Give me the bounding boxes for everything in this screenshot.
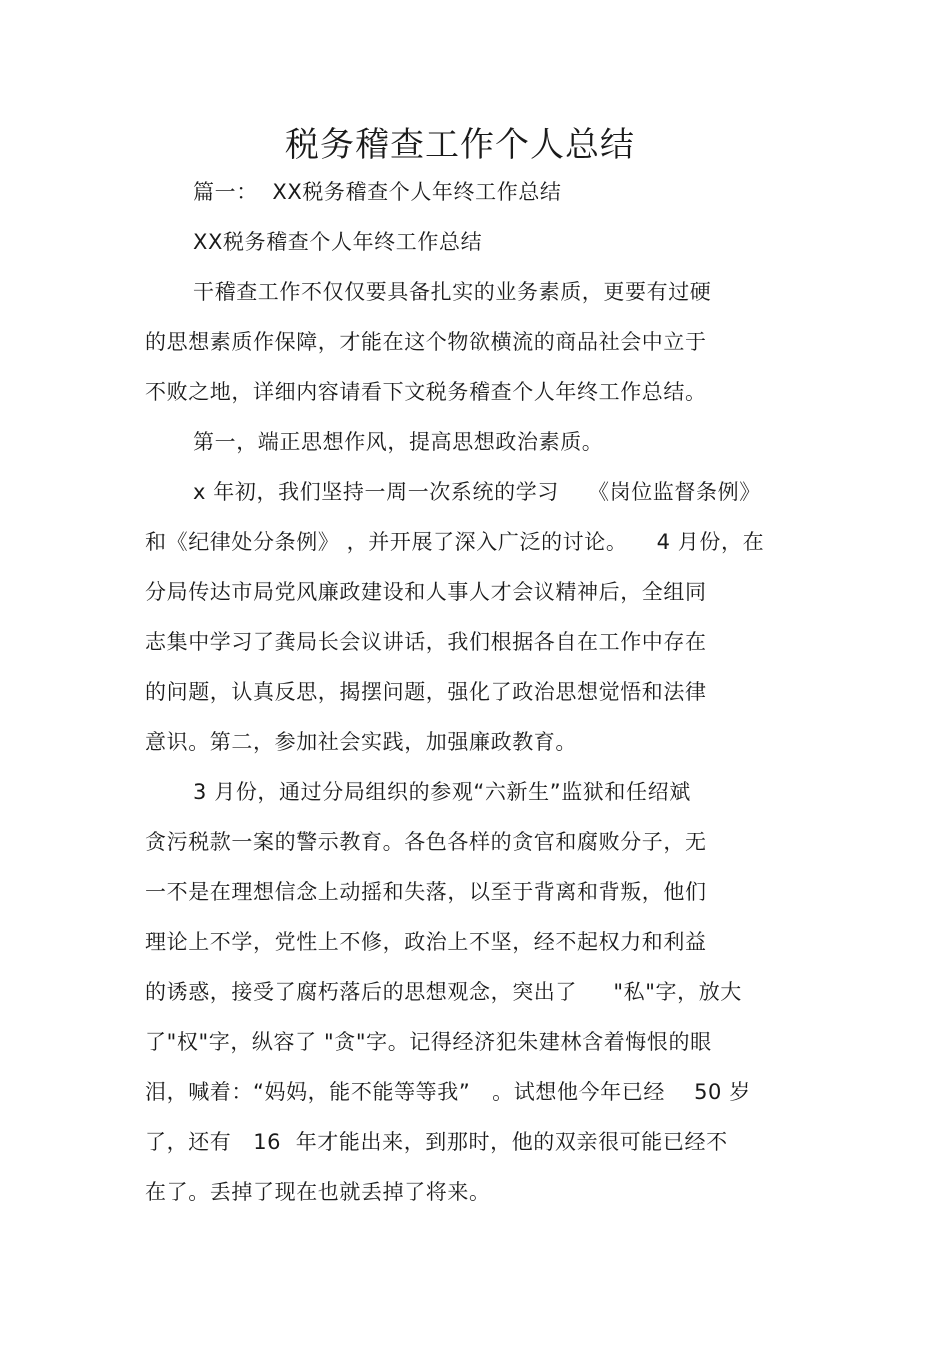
paragraph-line: 的思想素质作保障，才能在这个物欲横流的商品社会中立于 (145, 330, 707, 354)
document-title: 税务稽查工作个人总结 (285, 125, 635, 165)
paragraph-line: 干稽查工作不仅仅要具备扎实的业务素质，更要有过硬 (193, 280, 712, 304)
paragraph-line: 不败之地，详细内容请看下文税务稽查个人年终工作总结。 (145, 380, 707, 404)
paragraph-line: x 年初，我们坚持一周一次系统的学习 《岗位监督条例》 (193, 480, 761, 504)
paragraph-line: 分局传达市局党风廉政建设和人事人才会议精神后，全组同 (145, 580, 707, 604)
paragraph-line: 志集中学习了龚局长会议讲话，我们根据各自在工作中存在 (145, 630, 707, 654)
paragraph-line: 3 月份，通过分局组织的参观“六新生”监狱和任绍斌 (193, 780, 691, 804)
paragraph-line: 贪污税款一案的警示教育。各色各样的贪官和腐败分子，无 (145, 830, 707, 854)
subtitle: XX税务稽查个人年终工作总结 (193, 230, 483, 254)
section-heading: 篇一： XX税务稽查个人年终工作总结 (193, 180, 562, 204)
paragraph-line: 意识。第二，参加社会实践，加强廉政教育。 (145, 730, 577, 754)
paragraph-line: 第一，端正思想作风，提高思想政治素质。 (193, 430, 604, 454)
paragraph-line: 的问题，认真反思，揭摆问题，强化了政治思想觉悟和法律 (145, 680, 707, 704)
paragraph-line: 泪，喊着：“妈妈，能不能等等我” 。试想他今年已经 50 岁 (145, 1080, 751, 1104)
paragraph-line: 和《纪律处分条例》 ，并开展了深入广泛的讨论。 4 月份，在 (145, 530, 765, 554)
paragraph-line: 理论上不学，党性上不修，政治上不坚，经不起权力和利益 (145, 930, 707, 954)
paragraph-line: 了"权"字，纵容了 "贪"字。记得经济犯朱建林含着悔恨的眼 (145, 1030, 712, 1054)
paragraph-line: 一不是在理想信念上动摇和失落，以至于背离和背叛，他们 (145, 880, 707, 904)
paragraph-line: 的诱惑，接受了腐朽落后的思想观念，突出了 "私"字，放大 (145, 980, 742, 1004)
paragraph-line: 了，还有 16 年才能出来，到那时，他的双亲很可能已经不 (145, 1130, 728, 1154)
paragraph-line: 在了。丢掉了现在也就丢掉了将来。 (145, 1180, 491, 1204)
